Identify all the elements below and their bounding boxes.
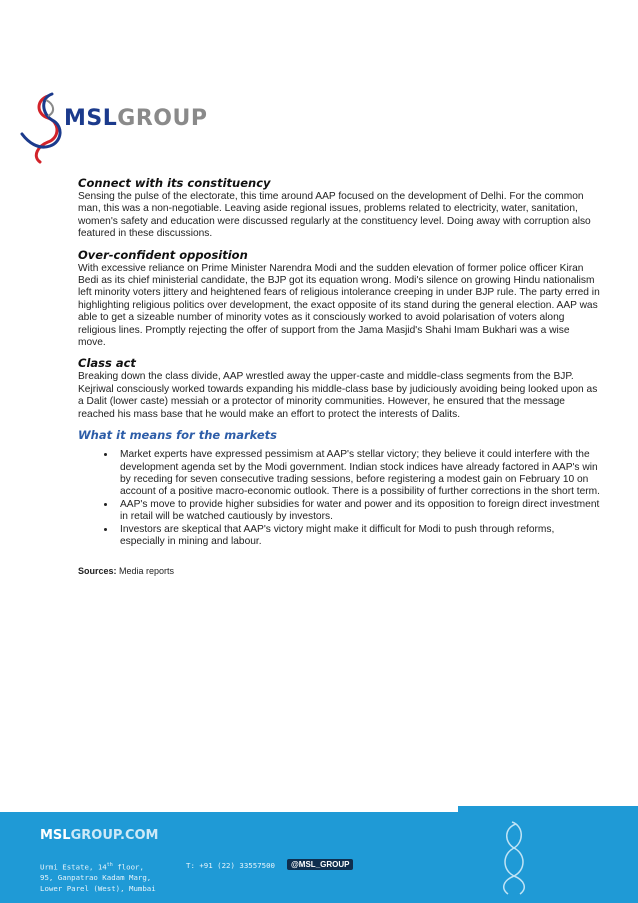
bullet-item: • Investors are skeptical that AAP's victory might make it difficult for Modi to push through reforms, especially in mining and labour. (116, 524, 600, 549)
address-line2: 95, Ganpatrao Kadam Marg, (40, 873, 152, 883)
article-body (78, 176, 600, 576)
section-heading: Connect with its constituency (78, 176, 271, 190)
footer-logo[interactable] (40, 828, 159, 843)
address-line1: Urmi Estate, 14 (40, 862, 107, 872)
sources-value: Media reports (119, 566, 175, 577)
section-constituency (78, 176, 600, 241)
footer-logo-secondary: GROUP.COM (70, 828, 159, 843)
section-heading: Over-confident opposition (78, 247, 248, 262)
msl-logo (18, 86, 218, 166)
footer-bar (0, 812, 638, 903)
logo-wordmark (64, 106, 207, 131)
address-sup: th (106, 862, 113, 868)
section-heading: Class act (78, 356, 136, 371)
bullet-item: • AAP's move to provide higher subsidies for water and power and its opposition to foreign direct investment in retail will be watched cautiously by investors. (116, 499, 600, 524)
logo-secondary: GROUP (117, 106, 208, 131)
logo-primary: MSL (64, 106, 118, 131)
address-line1-end: floor, (112, 862, 144, 872)
footer-logo-primary: MSL (40, 828, 71, 843)
footer-swirl-icon (494, 818, 534, 898)
section-paragraph: With excessive reliance on Prime Minister Narendra Modi and the sudden elevation of former police officer Kiran Bedi as its chief ministerial candidate, the BJP got its equation wrong. Modi's silence on growing Hindu nationalism left minority voters jittery and heightened fears of religious intolerance creeping in under BJP rule. The party erred in highlighting religious politics over development, the exact opposite of its stand during the general election. AAP was able to get a sizeable number of minority votes as it consciously worked to avoid polarisation of voters along religious lines. Promptly rejecting the offer of support from the Jama Masjid's Shahi Imam Bukhari was a wise move. (78, 262, 600, 349)
section-opposition (78, 248, 600, 350)
section-class-act (78, 356, 600, 421)
section-paragraph: Breaking down the class divide, AAP wrestled away the upper-caste and middle-class segments from the BJP. Kejriwal consciously worked towards expanding his middle-class base by judiciously avoiding being looked upon as a Dalit (lower caste) messiah or a protector of minority communities. However, he ensured that the message reached his mass base that he would make an effort to protect the interests of Dalits. (78, 371, 598, 420)
footer-twitter-handle[interactable]: @MSL_GROUP (287, 859, 353, 870)
section-markets (78, 428, 600, 548)
bullet-item: • Market experts have expressed pessimism at AAP's stellar victory; they believe it could interfere with the development agenda set by the Modi government. Indian stock indices have already factored in AAP's win by receding for seven consecutive trading sessions, before registering a modest gain on February 10 on account of a positive macro-economic outlook. There is a possibility of further corrections in the short term. (116, 449, 600, 499)
footer-tab (458, 806, 638, 814)
markets-heading: What it means for the markets (78, 428, 278, 443)
markets-bullet-list (78, 449, 600, 548)
address-line3: Lower Parel (West), Mumbai (40, 884, 156, 894)
footer-address (40, 860, 156, 894)
sources-label: Sources: (78, 566, 117, 577)
section-paragraph: Sensing the pulse of the electorate, this time around AAP focused on the development of Delhi. For the common man, this was a non-negotiable. Leaving aside regional issues, problems related to electricity, water, sanitation, women's safety and education were discussed regularly at the constituency level. Doing away with corruption also featured in these discussions. (78, 191, 591, 240)
sources-line (78, 566, 600, 576)
footer-phone: T: +91 (22) 33557500 (186, 861, 275, 870)
